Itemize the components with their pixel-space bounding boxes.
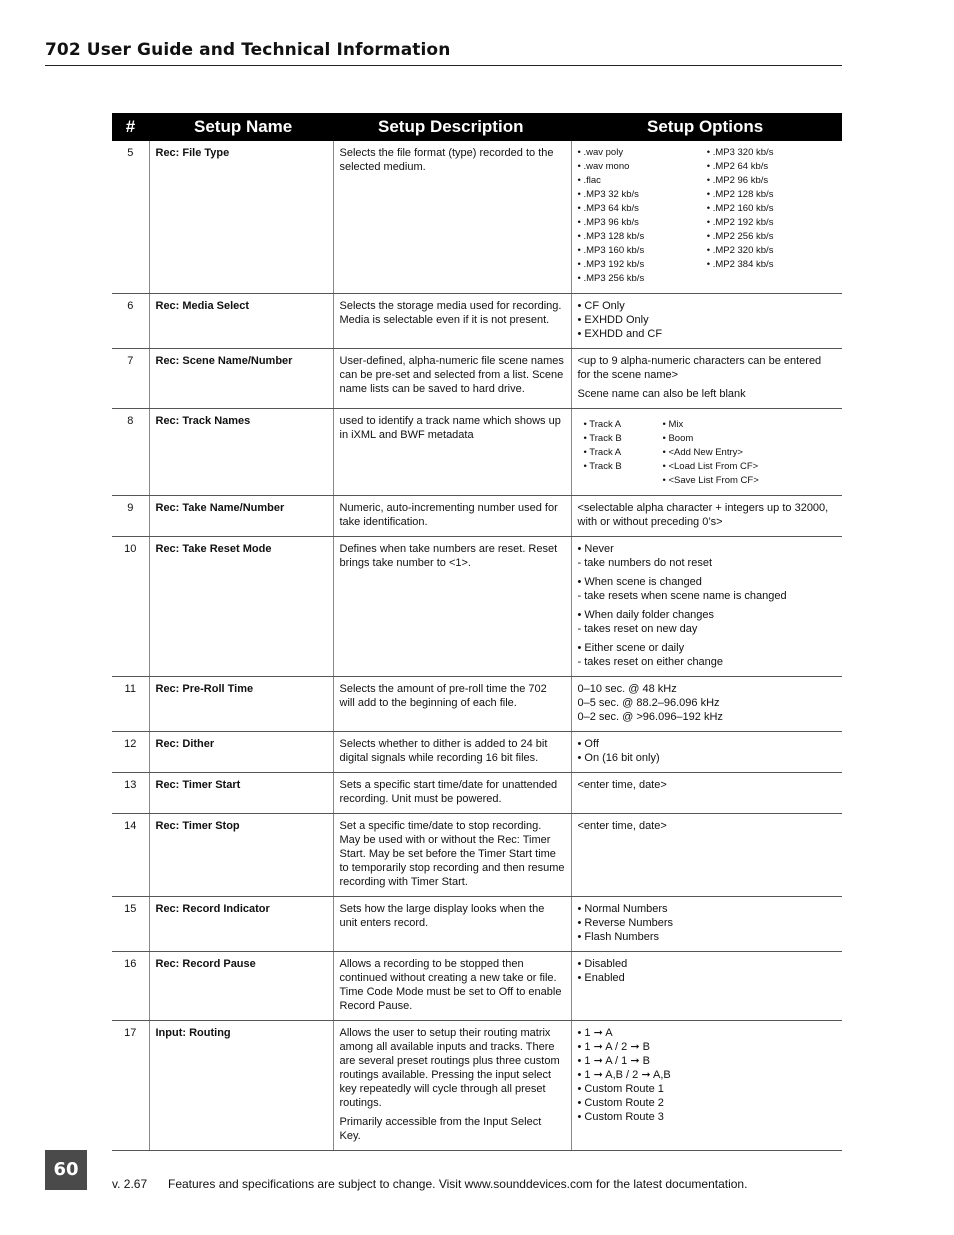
description-paragraph: Selects the file format (type) recorded to the selected medium. xyxy=(339,147,554,173)
row-number: 8 xyxy=(112,409,149,496)
setup-description xyxy=(333,732,571,773)
setup-name: Rec: File Type xyxy=(149,141,333,294)
table-row xyxy=(112,773,842,814)
table-row xyxy=(112,537,842,677)
options-column xyxy=(584,418,663,488)
options-group xyxy=(578,819,837,833)
row-number: 6 xyxy=(112,294,149,349)
option-item: • .MP3 96 kb/s xyxy=(577,217,639,228)
options-group xyxy=(578,737,837,765)
table-header-row xyxy=(112,113,842,141)
description-paragraph: Allows a recording to be stopped then continued without creating a new take or file. Time Code Mode must be set to Off to enable Record Pause. xyxy=(339,958,562,1012)
row-number: 13 xyxy=(112,773,149,814)
options-group xyxy=(578,387,837,401)
page-number: 60 xyxy=(45,1150,87,1190)
option-item: • <Add New Entry> xyxy=(662,447,743,458)
option-item: • .MP2 256 kb/s xyxy=(706,231,774,242)
table-row xyxy=(112,294,842,349)
row-number: 9 xyxy=(112,496,149,537)
table-row xyxy=(112,1021,842,1151)
option-item: • Flash Numbers xyxy=(577,931,659,943)
option-item: • Reverse Numbers xyxy=(577,917,674,929)
option-item: • .MP3 64 kb/s xyxy=(577,203,639,214)
page-header-title: 702 User Guide and Technical Information xyxy=(45,40,451,60)
option-item: • .MP2 384 kb/s xyxy=(706,259,774,270)
setup-options xyxy=(571,952,842,1021)
setup-description xyxy=(333,952,571,1021)
description-paragraph: Sets a specific start time/date for unattended recording. Unit must be powered. xyxy=(339,779,558,805)
setup-name: Rec: Timer Stop xyxy=(149,814,333,897)
setup-options xyxy=(571,1021,842,1151)
table-row xyxy=(112,952,842,1021)
options-group xyxy=(578,608,837,636)
option-item: 0–2 sec. @ >96.096–192 kHz xyxy=(577,711,723,723)
header-divider xyxy=(45,65,842,66)
setup-description xyxy=(333,677,571,732)
setup-description xyxy=(333,141,571,294)
option-item: • Boom xyxy=(662,433,694,444)
option-item: • Mix xyxy=(662,419,684,430)
option-item: • .flac xyxy=(577,175,601,186)
option-item: • <Load List From CF> xyxy=(662,461,759,472)
setup-options xyxy=(571,773,842,814)
option-item: • 1 ➞ A / 1 ➞ B xyxy=(577,1055,650,1067)
footer-version: v. 2.67 xyxy=(112,1177,148,1191)
option-item: • .MP3 256 kb/s xyxy=(577,273,645,284)
option-item: • Never xyxy=(577,543,614,555)
table-row xyxy=(112,732,842,773)
table-row xyxy=(112,496,842,537)
row-number: 16 xyxy=(112,952,149,1021)
option-item: • .MP2 160 kb/s xyxy=(706,203,774,214)
table-row xyxy=(112,897,842,952)
setup-options xyxy=(571,537,842,677)
setup-description xyxy=(333,537,571,677)
description-paragraph: Selects the storage media used for recording. Media is selectable even if it is not present. xyxy=(339,300,562,326)
table-row xyxy=(112,409,842,496)
option-item: • On (16 bit only) xyxy=(577,752,660,764)
footer xyxy=(112,1177,747,1191)
option-item: • Disabled xyxy=(577,958,628,970)
options-group xyxy=(578,575,837,603)
setup-options xyxy=(571,814,842,897)
options-group xyxy=(578,1026,837,1124)
option-item: • .MP3 192 kb/s xyxy=(577,259,645,270)
description-paragraph: Selects the amount of pre-roll time the 702 will add to the beginning of each file. xyxy=(339,683,547,709)
option-item: • EXHDD Only xyxy=(577,314,649,326)
options-column xyxy=(578,146,707,286)
setup-description xyxy=(333,409,571,496)
row-number: 17 xyxy=(112,1021,149,1151)
option-item: • Track B xyxy=(583,433,622,444)
option-item: • Track A xyxy=(583,419,622,430)
setup-table xyxy=(112,113,842,1151)
options-group xyxy=(578,641,837,669)
setup-name: Rec: Pre-Roll Time xyxy=(149,677,333,732)
description-paragraph: Primarily accessible from the Input Select Key. xyxy=(339,1116,542,1142)
setup-name: Rec: Track Names xyxy=(149,409,333,496)
row-number: 14 xyxy=(112,814,149,897)
setup-description xyxy=(333,814,571,897)
option-item: 0–10 sec. @ 48 kHz xyxy=(577,683,677,695)
option-item: Scene name can also be left blank xyxy=(577,388,746,400)
table-body xyxy=(112,141,842,1151)
options-group xyxy=(578,299,837,341)
setup-description xyxy=(333,294,571,349)
options-group xyxy=(578,354,837,382)
option-item: - takes reset on either change xyxy=(577,656,724,668)
row-number: 10 xyxy=(112,537,149,677)
option-item: • .MP2 320 kb/s xyxy=(706,245,774,256)
setup-options xyxy=(571,141,842,294)
option-item: • Enabled xyxy=(577,972,625,984)
option-item: • .wav poly xyxy=(577,147,624,158)
setup-options xyxy=(571,409,842,496)
description-paragraph: Sets how the large display looks when the unit enters record. xyxy=(339,903,545,929)
option-item: • Normal Numbers xyxy=(577,903,668,915)
option-item: • Track B xyxy=(583,461,622,472)
options-group xyxy=(578,501,837,529)
description-paragraph: Set a specific time/date to stop recording. May be used with or without the Rec: Timer Start. May be set before the Timer Start time to temporarily stop recording and then resume recording with Timer Start. xyxy=(339,820,565,888)
option-item: • .MP2 128 kb/s xyxy=(706,189,774,200)
setup-options xyxy=(571,677,842,732)
table-row xyxy=(112,349,842,409)
option-item: • .MP2 96 kb/s xyxy=(706,175,769,186)
options-group xyxy=(578,542,837,570)
option-item: • Custom Route 2 xyxy=(577,1097,664,1109)
description-paragraph: User-defined, alpha-numeric file scene names can be pre-set and selected from a list. Scene name lists can be saved to hard drive. xyxy=(339,355,564,395)
option-item: - take numbers do not reset xyxy=(577,557,713,569)
options-group xyxy=(578,682,837,724)
setup-options xyxy=(571,897,842,952)
description-paragraph: Numeric, auto-incrementing number used for take identification. xyxy=(339,502,558,528)
setup-options xyxy=(571,496,842,537)
option-item: • 1 ➞ A xyxy=(577,1027,613,1039)
setup-name: Rec: Dither xyxy=(149,732,333,773)
option-item: <enter time, date> xyxy=(577,820,667,832)
setup-description xyxy=(333,349,571,409)
option-item: <selectable alpha character + integers up to 32000, with or without preceding 0’s> xyxy=(577,502,829,528)
setup-name: Rec: Record Indicator xyxy=(149,897,333,952)
row-number: 5 xyxy=(112,141,149,294)
setup-options xyxy=(571,732,842,773)
setup-description xyxy=(333,1021,571,1151)
setup-description xyxy=(333,897,571,952)
option-item: - takes reset on new day xyxy=(577,623,698,635)
column-header-number: # xyxy=(112,113,149,141)
option-item: <up to 9 alpha-numeric characters can be entered for the scene name> xyxy=(577,355,822,381)
setup-name: Rec: Record Pause xyxy=(149,952,333,1021)
option-item: • .MP3 160 kb/s xyxy=(577,245,645,256)
options-column xyxy=(663,418,837,488)
option-item: • Off xyxy=(577,738,599,750)
description-paragraph: used to identify a track name which shows up in iXML and BWF metadata xyxy=(339,415,561,441)
option-item: • .MP2 192 kb/s xyxy=(706,217,774,228)
option-item: • .MP3 32 kb/s xyxy=(577,189,639,200)
option-item: <enter time, date> xyxy=(577,779,667,791)
option-item: • EXHDD and CF xyxy=(577,328,663,340)
row-number: 15 xyxy=(112,897,149,952)
option-item: • .MP3 320 kb/s xyxy=(706,147,774,158)
option-item: 0–5 sec. @ 88.2–96.096 kHz xyxy=(577,697,720,709)
option-item: • .MP2 64 kb/s xyxy=(706,161,769,172)
column-header-setup-description: Setup Description xyxy=(333,113,571,141)
option-item: - take resets when scene name is changed xyxy=(577,590,787,602)
table-row xyxy=(112,677,842,732)
setup-name: Rec: Timer Start xyxy=(149,773,333,814)
options-group xyxy=(578,902,837,944)
setup-description xyxy=(333,773,571,814)
row-number: 11 xyxy=(112,677,149,732)
setup-name: Rec: Take Name/Number xyxy=(149,496,333,537)
column-header-setup-name: Setup Name xyxy=(149,113,333,141)
setup-name: Rec: Take Reset Mode xyxy=(149,537,333,677)
option-item: • .MP3 128 kb/s xyxy=(577,231,645,242)
setup-options xyxy=(571,349,842,409)
options-group xyxy=(578,778,837,792)
option-item: • Either scene or daily xyxy=(577,642,685,654)
setup-name: Rec: Media Select xyxy=(149,294,333,349)
option-item: • CF Only xyxy=(577,300,625,312)
option-item: • 1 ➞ A,B / 2 ➞ A,B xyxy=(577,1069,671,1081)
description-paragraph: Allows the user to setup their routing matrix among all available inputs and tracks. There are several preset routings plus three custom routings available. Pressing the input select key repeatedly will cycle through all preset routings. xyxy=(339,1027,560,1109)
setup-options xyxy=(571,294,842,349)
option-item: • When daily folder changes xyxy=(577,609,715,621)
setup-description xyxy=(333,496,571,537)
row-number: 12 xyxy=(112,732,149,773)
option-item: • <Save List From CF> xyxy=(662,475,759,486)
option-item: • Custom Route 1 xyxy=(577,1083,664,1095)
table-row xyxy=(112,141,842,294)
description-paragraph: Defines when take numbers are reset. Reset brings take number to <1>. xyxy=(339,543,558,569)
description-paragraph: Selects whether to dither is added to 24 bit digital signals while recording 16 bit files. xyxy=(339,738,548,764)
option-item: • .wav mono xyxy=(577,161,630,172)
options-group xyxy=(578,957,837,985)
footer-text: Features and specifications are subject to change. Visit www.sounddevices.com for the latest documentation. xyxy=(168,1177,748,1191)
option-item: • 1 ➞ A / 2 ➞ B xyxy=(577,1041,650,1053)
setup-name: Rec: Scene Name/Number xyxy=(149,349,333,409)
column-header-setup-options: Setup Options xyxy=(571,113,842,141)
option-item: • When scene is changed xyxy=(577,576,702,588)
options-column xyxy=(707,146,836,286)
setup-name: Input: Routing xyxy=(149,1021,333,1151)
option-item: • Track A xyxy=(583,447,622,458)
row-number: 7 xyxy=(112,349,149,409)
option-item: • Custom Route 3 xyxy=(577,1111,664,1123)
table-row xyxy=(112,814,842,897)
